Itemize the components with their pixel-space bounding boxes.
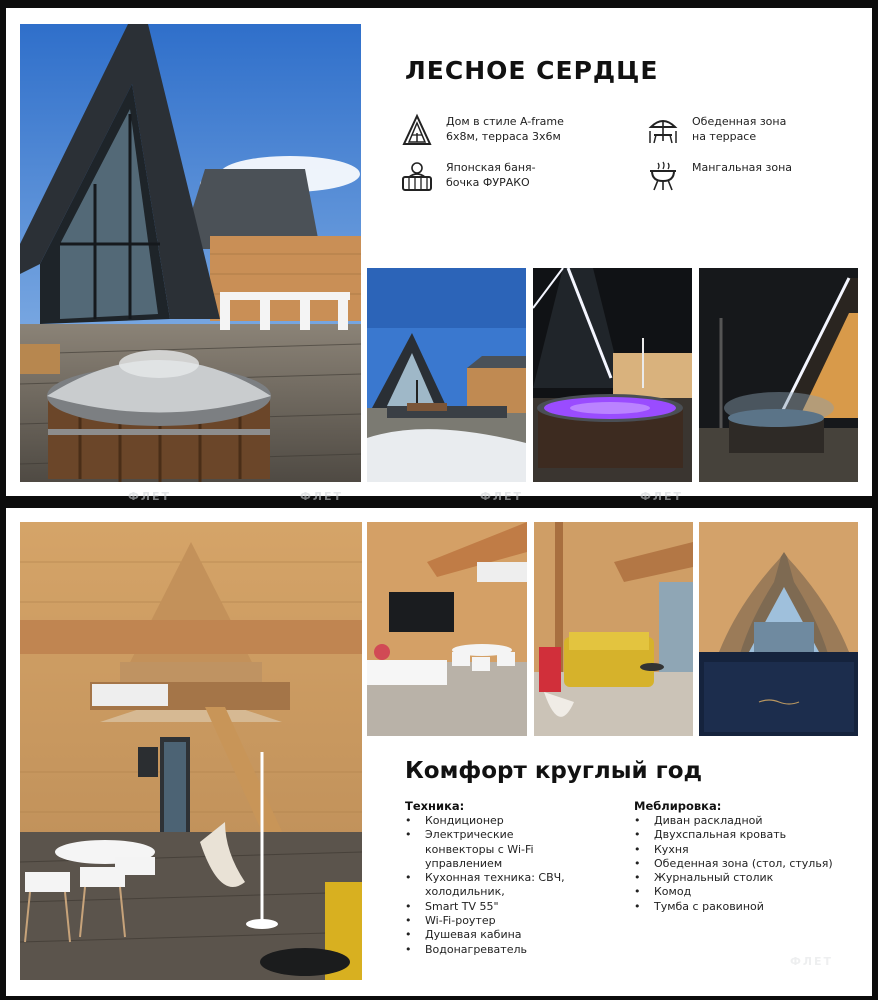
list-item: • Wi-Fi-роутер — [405, 914, 615, 928]
furniture-heading: Меблировка: — [634, 799, 722, 813]
photo-sofa-lounge — [534, 522, 693, 736]
list-item: • Электрические конвекторы с Wi-Fi управлением — [405, 828, 615, 871]
photo-house-in-snow — [367, 268, 526, 482]
feature-furako-bath — [400, 159, 536, 193]
dining-table-icon — [646, 113, 680, 147]
list-item: • Журнальный столик — [634, 871, 864, 885]
tech-list — [405, 814, 615, 957]
list-item: • Двухспальная кровать — [634, 828, 864, 842]
watermark: ФЛЕТ — [128, 490, 172, 503]
grill-icon — [646, 159, 680, 193]
watermark: ФЛЕТ — [300, 490, 344, 503]
photo-interior-main-hall — [20, 522, 362, 980]
section-title: Комфорт круглый год — [405, 758, 703, 784]
list-item: • Smart TV 55" — [405, 900, 615, 914]
watermark: ФЛЕТ — [790, 955, 834, 968]
a-frame-house-icon — [400, 113, 434, 147]
feature-aframe-house — [400, 113, 564, 147]
list-item: • Душевая кабина — [405, 928, 615, 942]
list-item: • Комод — [634, 885, 864, 899]
photo-living-room-tv — [367, 522, 527, 736]
list-item: • Кондиционер — [405, 814, 615, 828]
list-item: • Обеденная зона (стол, стулья) — [634, 857, 864, 871]
list-item: • Диван раскладной — [634, 814, 864, 828]
photo-hot-tub-steam-night — [699, 268, 858, 482]
feature-dining-zone — [646, 113, 786, 147]
photo-bedroom-window — [699, 522, 858, 736]
tech-heading: Техника: — [405, 799, 465, 813]
list-item: • Тумба с раковиной — [634, 900, 864, 914]
list-item: • Кухонная техника: СВЧ, холодильник, — [405, 871, 615, 900]
page-title: ЛЕСНОЕ СЕРДЦЕ — [405, 56, 659, 85]
feature-grill-zone — [646, 159, 792, 193]
feature-text: Обеденная зона на террасе — [692, 115, 787, 143]
list-item: • Кухня — [634, 843, 864, 857]
feature-text: Японская баня- бочка ФУРАКО — [446, 161, 536, 189]
photo-hot-tub-night — [533, 268, 692, 482]
furako-bath-icon — [400, 159, 434, 193]
feature-text: Мангальная зона — [692, 161, 793, 174]
watermark: ФЛЕТ — [480, 490, 524, 503]
furniture-list — [634, 814, 864, 914]
list-item: • Водонагреватель — [405, 943, 615, 957]
watermark: ФЛЕТ — [640, 490, 684, 503]
feature-text: Дом в стиле A-frame 6х8м, терраса 3х6м — [446, 115, 564, 143]
photo-aframe-house-with-hot-tub — [20, 24, 361, 482]
